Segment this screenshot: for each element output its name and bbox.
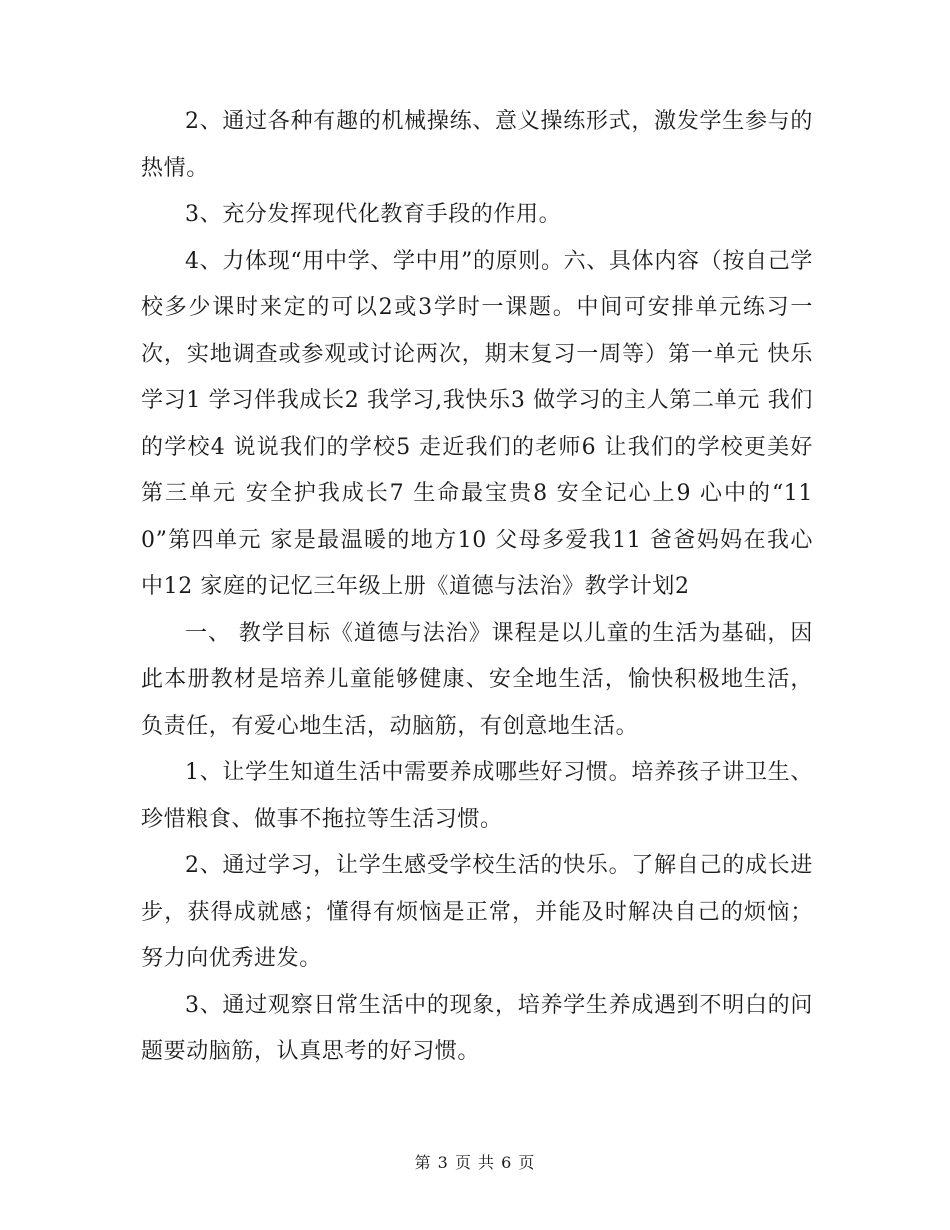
page-number-footer: 第 3 页 共 6 页 (414, 1153, 536, 1172)
paragraph-6: 2、通过学习，让学生感受学校生活的快乐。了解自己的成长进步，获得成就感；懂得有烦恼是正常，并能及时解决自己的烦恼；努力向优秀进发。 (141, 853, 813, 971)
paragraph-1: 2、通过各种有趣的机械操练、意义操练形式，激发学生参与的热情。 (141, 109, 813, 181)
paragraph-5: 1、让学生知道生活中需要养成哪些好习惯。培养孩子讲卫生、珍惜粮食、做事不拖拉等生活习惯。 (141, 760, 813, 832)
paragraph-7: 3、通过观察日常生活中的现象，培养学生养成遇到不明白的问题要动脑筋，认真思考的好习惯。 (141, 992, 813, 1064)
paragraph-2: 3、充分发挥现代化教育手段的作用。 (185, 202, 562, 227)
paragraph-3: 4、力体现“用中学、学中用”的原则。六、具体内容（按自己学校多少课时来定的可以2或3学时一课题。中间可安排单元练习一次，实地调查或参观或讨论两次，期末复习一周等）第一单元 快乐学习1 学习伴我成长2 我学习,我快乐3 做学习的主人第二单元 我们的学校4 说说我们的学校5 走近我们的老师6 让我们的学校更美好第三单元 安全护我成长7 生命最宝贵8 安全记心上9 心中的“110”第四单元 家是最温暖的地方10 父母多爱我11 爸爸妈妈在我心中12 家庭的记忆三年级上册《道德与法治》教学计划2 (141, 248, 813, 599)
document-body (141, 99, 813, 1076)
paragraph-4: 一、 教学目标《道德与法治》课程是以儿童的生活为基础，因此本册教材是培养儿童能够健康、安全地生活，愉快积极地生活，负责任，有爱心地生活，动脑筋，有创意地生活。 (141, 620, 813, 739)
